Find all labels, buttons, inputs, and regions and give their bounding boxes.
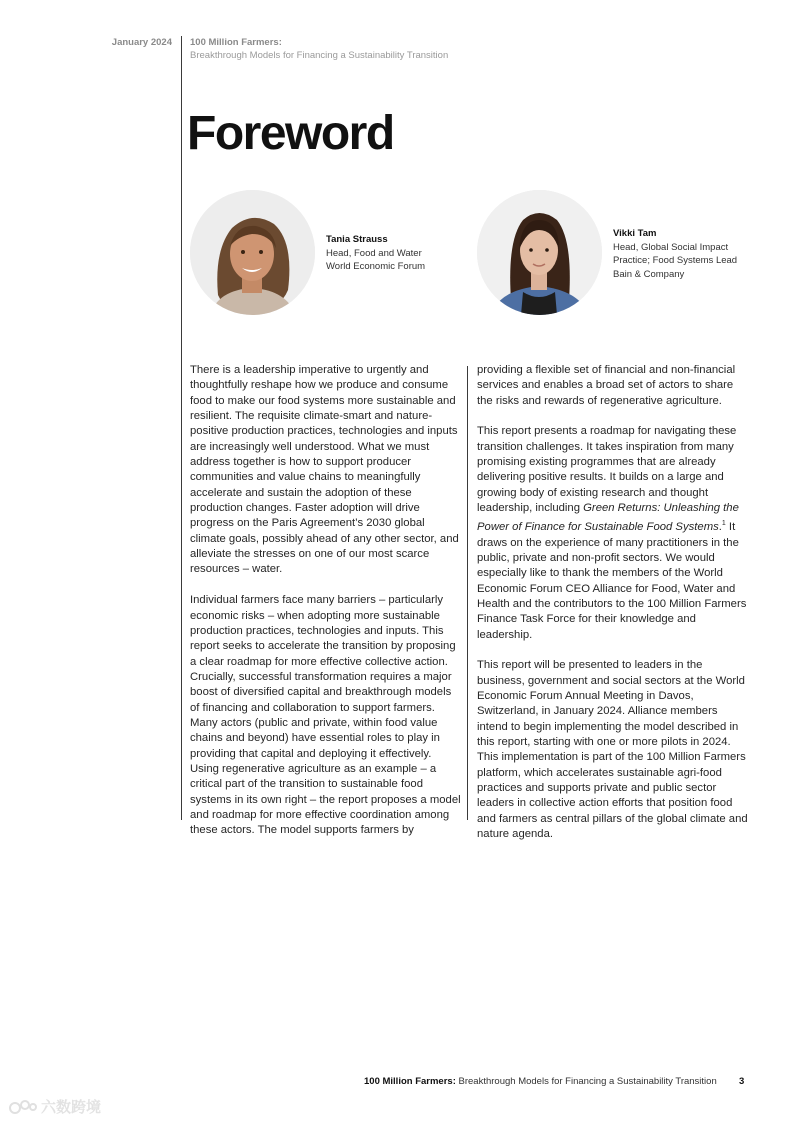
body-text: This report presents a roadmap for navigating these transition challenges. It takes inspiration from many promising existing programmes that are already delivering positive results. It builds on a large and growing body of existing research and thought leadership, including bbox=[477, 425, 737, 515]
author-role: Head, Food and Water bbox=[326, 247, 422, 259]
vertical-rule-column-divider bbox=[467, 366, 468, 820]
author-bio-tania-strauss bbox=[326, 233, 425, 274]
author-bio-vikki-tam bbox=[613, 227, 737, 281]
author-role-continued: Practice; Food Systems Lead bbox=[613, 255, 738, 266]
body-text: It draws on the experience of many practitioners in the public, private and non-profit sectors. We would especially like to thank the members of the World Economic Forum CEO Alliance for Food, Water and Health and the contributors to the 100 Million Farmers Finance Task Force for their knowledge and leadership. bbox=[477, 521, 747, 641]
body-paragraph bbox=[477, 424, 749, 643]
author-name: Vikki Tam bbox=[613, 228, 657, 239]
footer-report-title bbox=[364, 1076, 717, 1087]
header-title: 100 Million Farmers: bbox=[190, 37, 282, 48]
footer-title-bold: 100 Million Farmers: bbox=[364, 1076, 456, 1087]
body-paragraph: There is a leadership imperative to urgently and thoughtfully reshape how we produce and consume food to make our food systems more sustainable and resilient. The requisite climate-smart and nature-positive production practices, technologies and inputs are increasingly well understood. What we must address together is how to support producer communities and value chains to meaningfully accelerate and sustain the adoption of these production changes. Faster adoption will drive progress on the Paris Agreement’s 2030 global climate goals, possibly ahead of any other sector, and alleviate the stresses on one of our most scarce resources – water. bbox=[190, 364, 459, 576]
citation-title: Green Returns: Unleashing the Power of Finance for Sustainable Food Systems bbox=[477, 502, 739, 534]
portrait-tania-strauss bbox=[190, 190, 315, 315]
body-column-right bbox=[477, 363, 749, 858]
footnote-marker[interactable]: 1 bbox=[721, 520, 726, 528]
author-name: Tania Strauss bbox=[326, 234, 388, 245]
watermark bbox=[8, 1096, 101, 1117]
body-paragraph: providing a flexible set of financial and non-financial services and enables a broad set of actors to share the risks and rewards of regenerative agriculture. bbox=[477, 364, 736, 407]
body-text: . bbox=[718, 521, 722, 534]
body-column-left bbox=[190, 363, 462, 854]
page-number: 3 bbox=[739, 1076, 745, 1087]
header-report-title bbox=[190, 36, 448, 62]
body-paragraph: This report will be presented to leaders in the business, government and social sectors at the World Economic Forum Annual Meeting in Davos, Switzerland, in January 2024. Alliance members intend to begin implementing the model described in this report, starting with one or more pilots in 2024. This implementation is part of the 100 Million Farmers platform, which accelerates sustainable agri-food practices and supports private and public sector leaders in collective action efforts that position food and farmers as central pillars of the global climate and nature agenda. bbox=[477, 659, 748, 841]
author-role: Head, Global Social Impact bbox=[613, 241, 729, 253]
body-paragraph: Individual farmers face many barriers – particularly economic risks – when adopting more sustainable production practices, technologies and inputs. This report seeks to accelerate the transition by proposing a clear roadmap for more effective collective action. Crucially, successful transformation requires a major boost of diversified capital and breakthrough models of financing and collaboration to support farmers. Many actors (public and private, within food value chains and beyond) have essential roles to play in providing that capital and deploying it effectively. Using regenerative agriculture as an example – a critical part of the transition to sustainable food systems in its own right – the report proposes a model and roadmap for more effective coordination among these actors. The model supports farmers by bbox=[190, 594, 461, 837]
portrait-photo-icon bbox=[477, 190, 602, 315]
header-date: January 2024 bbox=[111, 37, 172, 48]
author-organization: Bain & Company bbox=[613, 268, 685, 280]
page-title: Foreword bbox=[187, 107, 394, 160]
header-subtitle: Breakthrough Models for Financing a Sustainability Transition bbox=[190, 50, 449, 61]
footer-title-rest: Breakthrough Models for Financing a Sustainability Transition bbox=[455, 1076, 717, 1087]
portrait-photo-icon bbox=[190, 190, 315, 315]
watermark-text: 六数跨境 bbox=[41, 1099, 102, 1116]
author-organization: World Economic Forum bbox=[326, 261, 426, 272]
watermark-logo-icon bbox=[8, 1098, 38, 1116]
vertical-rule-left bbox=[181, 36, 182, 820]
portrait-vikki-tam bbox=[477, 190, 602, 315]
